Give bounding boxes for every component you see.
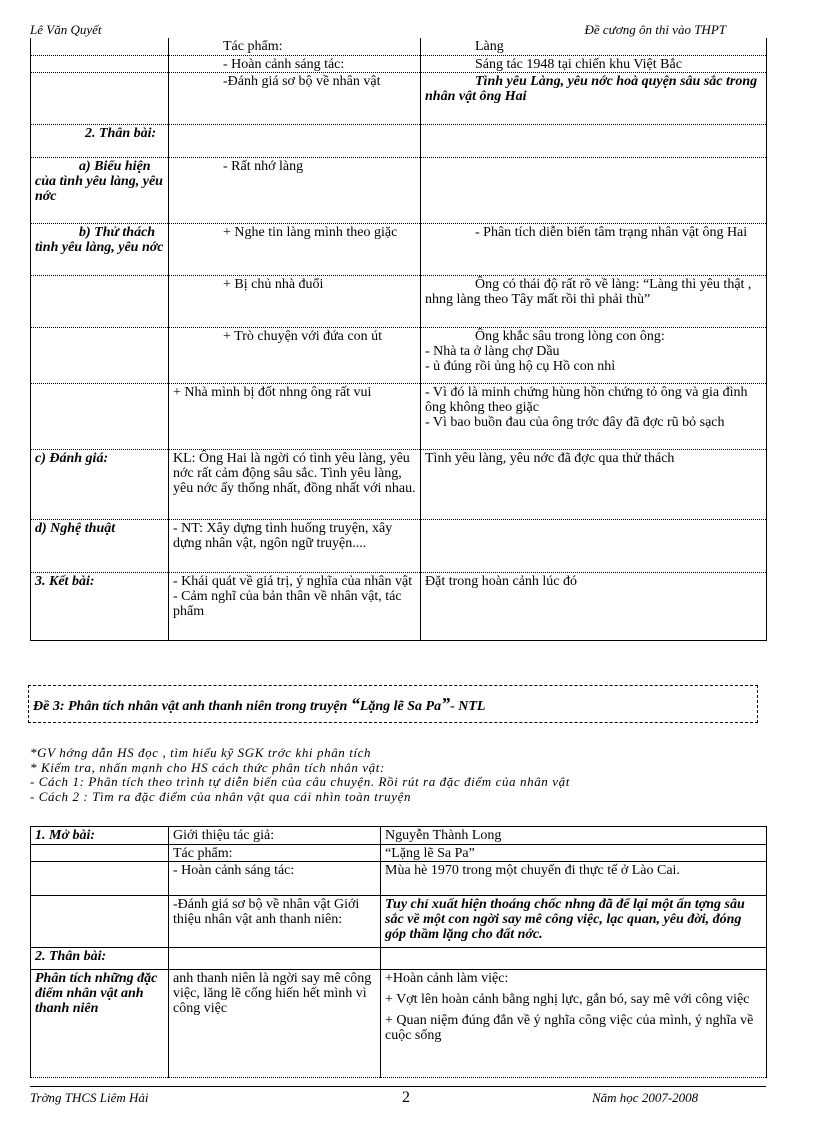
table-cell: Làng bbox=[421, 38, 767, 55]
table-row bbox=[31, 72, 767, 124]
table-cell bbox=[31, 896, 169, 948]
table-row bbox=[31, 970, 767, 1078]
table-cell bbox=[421, 124, 767, 157]
cell-line: - Nhà ta ở làng chợ Dầu bbox=[425, 343, 560, 359]
table-cell: “Lặng lẽ Sa Pa” bbox=[381, 845, 767, 862]
cell-line: - Cảm nghĩ của bản thân về nhân vật, tác phẩm bbox=[173, 588, 402, 619]
note-line: - Cách 2 : Tìm ra đặc điểm của nhân vật qua cái nhìn toàn truyện bbox=[30, 788, 412, 804]
cell-line: - Vì bao buồn đau của ông trớc đây đã đợc rũ bỏ sạch bbox=[425, 414, 725, 430]
table-cell: Tác phẩm: bbox=[169, 38, 421, 55]
table-row bbox=[31, 157, 767, 223]
header-title: Đề cương ôn thi vào THPT bbox=[584, 22, 726, 37]
cell-line: +Hoàn cảnh làm việc: bbox=[385, 971, 509, 986]
note-line: * Kiểm tra, nhấn mạnh cho HS cách thức phân tích nhân vật: bbox=[30, 759, 385, 775]
analysis-table-lang bbox=[30, 38, 767, 641]
table-row bbox=[31, 862, 767, 896]
table-cell: KL: Ông Hai là ngời có tình yêu làng, yêu nớc rất cảm động sâu sắc. Tình yêu làng, yêu nớc ấy thống nhất, đồng nhất với nhau. bbox=[169, 449, 421, 519]
table-cell bbox=[381, 970, 767, 1078]
analysis-table-sapa bbox=[30, 826, 767, 1078]
table-row bbox=[31, 519, 767, 572]
table-cell bbox=[421, 383, 767, 449]
cell-line: - Vì đó là minh chứng hùng hồn chứng tỏ ông và gia đình ông không theo giặc bbox=[425, 384, 748, 415]
table-cell: - Phân tích diễn biến tâm trạng nhân vật ông Hai bbox=[421, 223, 767, 275]
table-cell: - NT: Xây dựng tình huống truyện, xây dựng nhân vật, ngôn ngữ truyện.... bbox=[169, 519, 421, 572]
table-cell: Đặt trong hoàn cảnh lúc đó bbox=[421, 572, 767, 640]
table-row bbox=[31, 223, 767, 275]
note-line: - Cách 1: Phân tích theo trình tự diễn biến của câu chuyện. Rồi rút ra đặc điểm của nhân vật bbox=[30, 774, 570, 789]
table-cell: + Nghe tin làng mình theo giặc bbox=[169, 223, 421, 275]
cell-line: - ủ đúng rồi ủng hộ cụ Hồ con nhỉ bbox=[425, 358, 616, 374]
table-cell bbox=[31, 38, 169, 55]
table-row bbox=[31, 845, 767, 862]
table-cell: -Đánh giá sơ bộ về nhân vật bbox=[169, 72, 421, 124]
table-row bbox=[31, 827, 767, 845]
table-row bbox=[31, 275, 767, 327]
table-cell: Tình yêu làng, yêu nớc đã đợc qua thử thách bbox=[421, 449, 767, 519]
page-number: 2 bbox=[402, 1089, 410, 1106]
table-cell: anh thanh niên là ngời say mê công việc, lăng lẽ cống hiến hết mình vì công việc bbox=[169, 970, 381, 1078]
section-label: 2. Thân bài: bbox=[31, 948, 169, 970]
table-cell: - Hoàn cảnh sáng tác: bbox=[169, 862, 381, 896]
note-line: *GV hớng dẫn HS đọc , tìm hiểu kỹ SGK trớc khi phân tích bbox=[30, 745, 372, 760]
table-cell bbox=[381, 948, 767, 970]
de3-open-quote: “ bbox=[350, 694, 360, 714]
table-row bbox=[31, 124, 767, 157]
table-cell: -Đánh giá sơ bộ về nhân vật Giới thiệu nhân vật anh thanh niên: bbox=[169, 896, 381, 948]
de3-story-title: Lặng lẽ Sa Pa bbox=[359, 699, 442, 714]
header-author: Lê Văn Quyết bbox=[30, 22, 102, 37]
section-label: Phân tích những đặc điểm nhân vật anh thanh niên bbox=[31, 970, 169, 1078]
footer-school: Trờng THCS Liêm Hải bbox=[30, 1090, 149, 1105]
table-cell bbox=[31, 327, 169, 383]
table-cell bbox=[31, 383, 169, 449]
table-cell bbox=[31, 862, 169, 896]
section-label: 1. Mở bài: bbox=[31, 827, 169, 845]
table-cell bbox=[31, 55, 169, 72]
table-cell bbox=[31, 72, 169, 124]
table-row bbox=[31, 327, 767, 383]
table-cell: + Bị chủ nhà đuổi bbox=[169, 275, 421, 327]
table-cell: Nguyễn Thành Long bbox=[381, 827, 767, 845]
table-cell bbox=[169, 124, 421, 157]
table-cell: - Hoàn cảnh sáng tác: bbox=[169, 55, 421, 72]
table-cell bbox=[169, 572, 421, 640]
cell-line: Ông khắc sâu trong lòng con ông: bbox=[475, 328, 665, 344]
table-cell: Tình yêu Làng, yêu nớc hoà quyện sâu sắc trong nhân vật ông Hai bbox=[421, 72, 767, 124]
table-row bbox=[31, 896, 767, 948]
table-cell bbox=[169, 948, 381, 970]
table-cell: + Trò chuyện với đứa con út bbox=[169, 327, 421, 383]
table-row bbox=[31, 449, 767, 519]
table-cell: Ông có thái độ rất rõ về làng: “Làng thì yêu thật , nhng làng theo Tây mất rồi thì phải thù” bbox=[421, 275, 767, 327]
footer-divider bbox=[30, 1086, 766, 1087]
table-cell: + Nhà mình bị đốt nhng ông rất vui bbox=[169, 383, 421, 449]
section-label: 3. Kết bài: bbox=[31, 572, 169, 640]
table-cell: Mùa hè 1970 trong một chuyến đi thực tế ở Lào Cai. bbox=[381, 862, 767, 896]
table-row bbox=[31, 383, 767, 449]
table-cell: Giới thiệu tác giả: bbox=[169, 827, 381, 845]
de3-suffix: - NTL bbox=[450, 699, 486, 714]
section-label: b) Thử thách tình yêu làng, yêu nớc bbox=[31, 223, 169, 275]
table-cell bbox=[31, 275, 169, 327]
table-cell: Tuy chỉ xuất hiện thoáng chốc nhng đã để lại một ấn tợng sâu sắc về một con ngời say mê công việc, lạc quan, yêu đời, đóng góp thầm lặng cho đất nớc. bbox=[381, 896, 767, 948]
table-row bbox=[31, 572, 767, 640]
table-cell bbox=[421, 519, 767, 572]
de3-prefix: Đề 3: Phân tích nhân vật anh thanh niên trong truyện bbox=[33, 699, 351, 714]
table-row bbox=[31, 38, 767, 55]
table-cell bbox=[421, 327, 767, 383]
table-row bbox=[31, 948, 767, 970]
section-label: d) Nghệ thuật bbox=[31, 519, 169, 572]
footer-year: Năm học 2007-2008 bbox=[592, 1090, 699, 1105]
cell-line: + Vợt lên hoàn cảnh bằng nghị lực, gắn bó, say mê với công việc bbox=[385, 992, 750, 1007]
table-cell: Tác phẩm: bbox=[169, 845, 381, 862]
de3-close-quote: ” bbox=[441, 694, 451, 714]
section-label: 2. Thân bài: bbox=[31, 124, 169, 157]
table-cell: - Rất nhớ làng bbox=[169, 157, 421, 223]
table-cell: Sáng tác 1948 tại chiến khu Việt Bắc bbox=[421, 55, 767, 72]
de3-heading bbox=[28, 685, 758, 723]
cell-line: + Quan niệm đúng đắn về ý nghĩa công việc của mình, ý nghĩa về cuộc sống bbox=[385, 1013, 754, 1043]
table-cell bbox=[31, 845, 169, 862]
section-label: c) Đánh giá: bbox=[31, 449, 169, 519]
section-label: a) Biểu hiện của tình yêu làng, yêu nớc bbox=[31, 157, 169, 223]
cell-line: - Khái quát về giá trị, ý nghĩa của nhân vật bbox=[173, 573, 413, 589]
table-row bbox=[31, 55, 767, 72]
teacher-notes bbox=[30, 746, 770, 804]
table-cell bbox=[421, 157, 767, 223]
